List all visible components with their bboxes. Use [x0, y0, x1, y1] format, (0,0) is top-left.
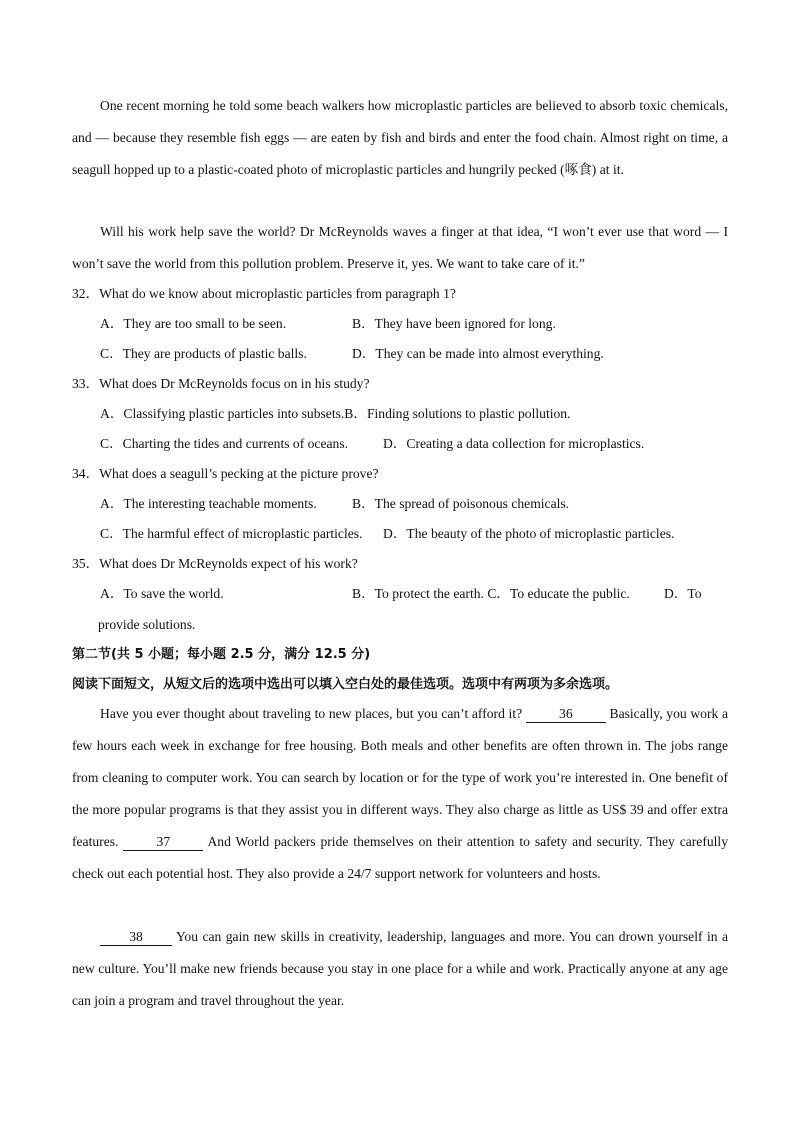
- question-35-options-bc: B．To protect the earth. C．To educate the public.: [352, 586, 630, 601]
- passage-paragraph-1-text: One recent morning he told some beach walkers how microplastic particles are believed to absorb toxic chemicals, and — because they resemble fish eggs — are eaten by fish and birds and enter the food chain. Almost right on time, a seagull hopped up to a plastic-coated photo of microplastic particles and hungrily pecked (啄食) at it.: [72, 98, 728, 177]
- question-34-stem: 34．What does a seagull’s pecking at the picture prove?: [72, 466, 379, 481]
- cloze-paragraph-2-text: You can gain new skills in creativity, leadership, languages and more. You can drown yourself in a new culture. You’ll make new friends because you stay in one place for a while and work. Practically anyone at any age can join a program and travel throughout the year.: [72, 929, 728, 1008]
- blank-38[interactable]: 38: [100, 929, 172, 946]
- question-35-option-d: D．To: [664, 586, 702, 601]
- cloze-paragraph-1: [72, 698, 728, 890]
- blank-36[interactable]: 36: [526, 706, 606, 723]
- question-35-option-a: A．To save the world.: [100, 586, 224, 601]
- question-32-option-c: C．They are products of plastic balls.: [100, 346, 307, 361]
- question-34-option-b: B．The spread of poisonous chemicals.: [352, 496, 570, 511]
- question-35-stem: 35．What does Dr McReynolds expect of his work?: [72, 556, 358, 571]
- question-33-option-c: C．Charting the tides and currents of oceans.: [100, 436, 349, 451]
- question-33-options-ab: A．Classifying plastic particles into subsets.B．Finding solutions to plastic pollution.: [100, 406, 571, 421]
- section-instruction: 阅读下面短文，从短文后的选项中选出可以填入空白处的最佳选项。选项中有两项为多余选项。: [72, 677, 619, 692]
- question-34-option-a: A．The interesting teachable moments.: [100, 496, 317, 511]
- cloze-paragraph-1-text-b: Basically, you work a few hours each week in exchange for free housing. Both meals and other benefits are often thrown in. The jobs range from cleaning to computer work. You can search by location or for the type of work you’re interested in. One benefit of the more popular programs is that they assist you in different ways. They also charge as little as US$ 39 and offer extra features.: [72, 706, 728, 849]
- section-heading: 第二节(共 5 小题；每小题 2.5 分，满分 12.5 分): [72, 647, 371, 662]
- question-32-option-a: A．They are too small to be seen.: [100, 316, 287, 331]
- passage-paragraph-2: [72, 216, 728, 280]
- cloze-paragraph-2: [72, 921, 728, 1017]
- cloze-paragraph-1-text-a: Have you ever thought about traveling to new places, but you can’t afford it?: [100, 706, 523, 721]
- question-32-option-d: D．They can be made into almost everything.: [352, 346, 604, 361]
- passage-paragraph-1: [72, 90, 728, 186]
- blank-37[interactable]: 37: [123, 834, 203, 851]
- passage-paragraph-2-text: Will his work help save the world? Dr McReynolds waves a finger at that idea, “I won’t ever use that word — I won’t save the world from this pollution problem. Preserve it, yes. We want to take care of it.”: [72, 224, 728, 271]
- question-32-option-b: B．They have been ignored for long.: [352, 316, 556, 331]
- question-33-option-d: D．Creating a data collection for microplastics.: [383, 436, 645, 451]
- question-35-option-d-continued: provide solutions.: [98, 617, 196, 632]
- question-32-stem: 32．What do we know about microplastic particles from paragraph 1?: [72, 286, 456, 301]
- question-34-option-c: C．The harmful effect of microplastic particles.: [100, 526, 363, 541]
- cloze-paragraph-1-text-c: And World packers pride themselves on their attention to safety and security. They carefully check out each potential host. They also provide a 24/7 support network for volunteers and hosts.: [72, 834, 729, 881]
- question-33-stem: 33．What does Dr McReynolds focus on in his study?: [72, 376, 370, 391]
- question-34-option-d: D．The beauty of the photo of microplastic particles.: [383, 526, 675, 541]
